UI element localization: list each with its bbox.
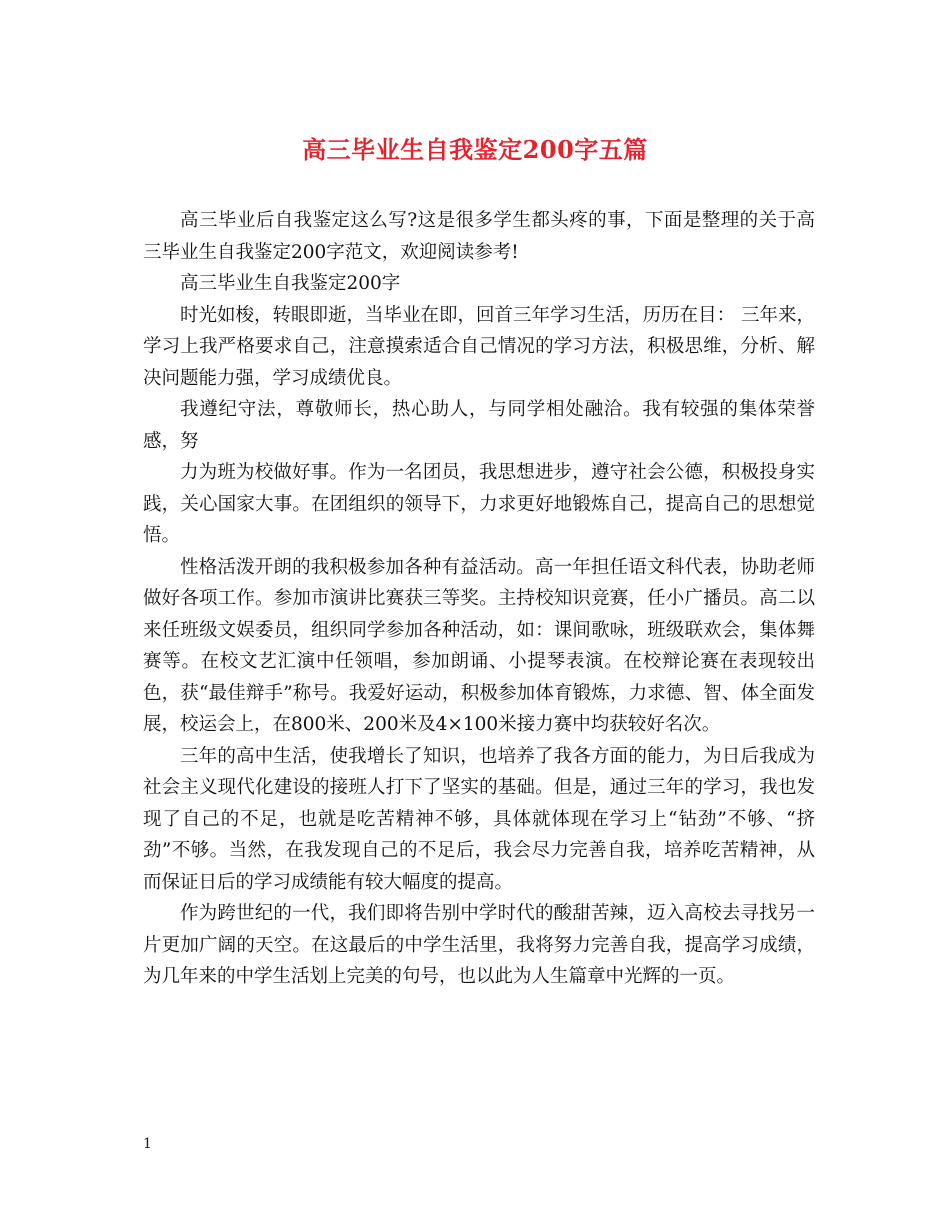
document-title: 高三毕业生自我鉴定200字五篇 [302,135,648,164]
paragraph-conclusion: 作为跨世纪的一代，我们即将告别中学时代的酸甜苦辣，迈入高校去寻找另一片更加广阔的天空。在这最后的中学生活里，我将努力完善自我，提高学习成绩，为几年来的中学生活划上完美的句号，也以此为人生篇章中光辉的一页。 [143,903,815,987]
paragraph-shortcomings: 三年的高中生活，使我增长了知识，也培养了我各方面的能力，为日后我成为社会主义现代化建设的接班人打下了坚实的基础。但是，通过三年的学习，我也发现了自己的不足，也就是吃苦精神不够，具体就体现在学习上“钻劲”不够、“挤劲”不够。当然，在我发现自己的不足后，我会尽力完善自我，培养吃苦精神，从而保证日后的学习成绩能有较大幅度的提高。 [143,745,815,893]
paragraph-conduct: 我遵纪守法，尊敬师长，热心助人，与同学相处融洽。我有较强的集体荣誉感，努 [143,399,815,452]
paragraph-intro: 高三毕业后自我鉴定这么写?这是很多学生都头疼的事，下面是整理的关于高三毕业生自我鉴定200字范文，欢迎阅读参考! [143,210,815,263]
page-number: 1 [143,1136,152,1152]
paragraph-league-member: 力为班为校做好事。作为一名团员，我思想进步，遵守社会公德，积极投身实践，关心国家大事。在团组织的领导下，力求更好地锻炼自己，提高自己的思想觉悟。 [143,462,815,546]
paragraph-study: 时光如梭，转眼即逝，当毕业在即，回首三年学习生活，历历在目： 三年来，学习上我严格要求自己，注意摸索适合自己情况的学习方法，积极思维，分析、解决问题能力强，学习成绩优良。 [143,304,815,389]
paragraph-subheading: 高三毕业生自我鉴定200字 [180,273,401,294]
paragraph-activities: 性格活泼开朗的我积极参加各种有益活动。高一年担任语文科代表，协助老师做好各项工作。参加市演讲比赛获三等奖。主持校知识竞赛，任小广播员。高二以来任班级文娱委员，组织同学参加各种活动，如：课间歌咏，班级联欢会，集体舞赛等。在校文艺汇演中任领唱，参加朗诵、小提琴表演。在校辩论赛在表现较出色，获“最佳辩手”称号。我爱好运动，积极参加体育锻炼，力求德、智、体全面发展，校运会上，在800米、200米及4×100米接力赛中均获较好名次。 [143,556,815,735]
document-body [143,205,815,993]
